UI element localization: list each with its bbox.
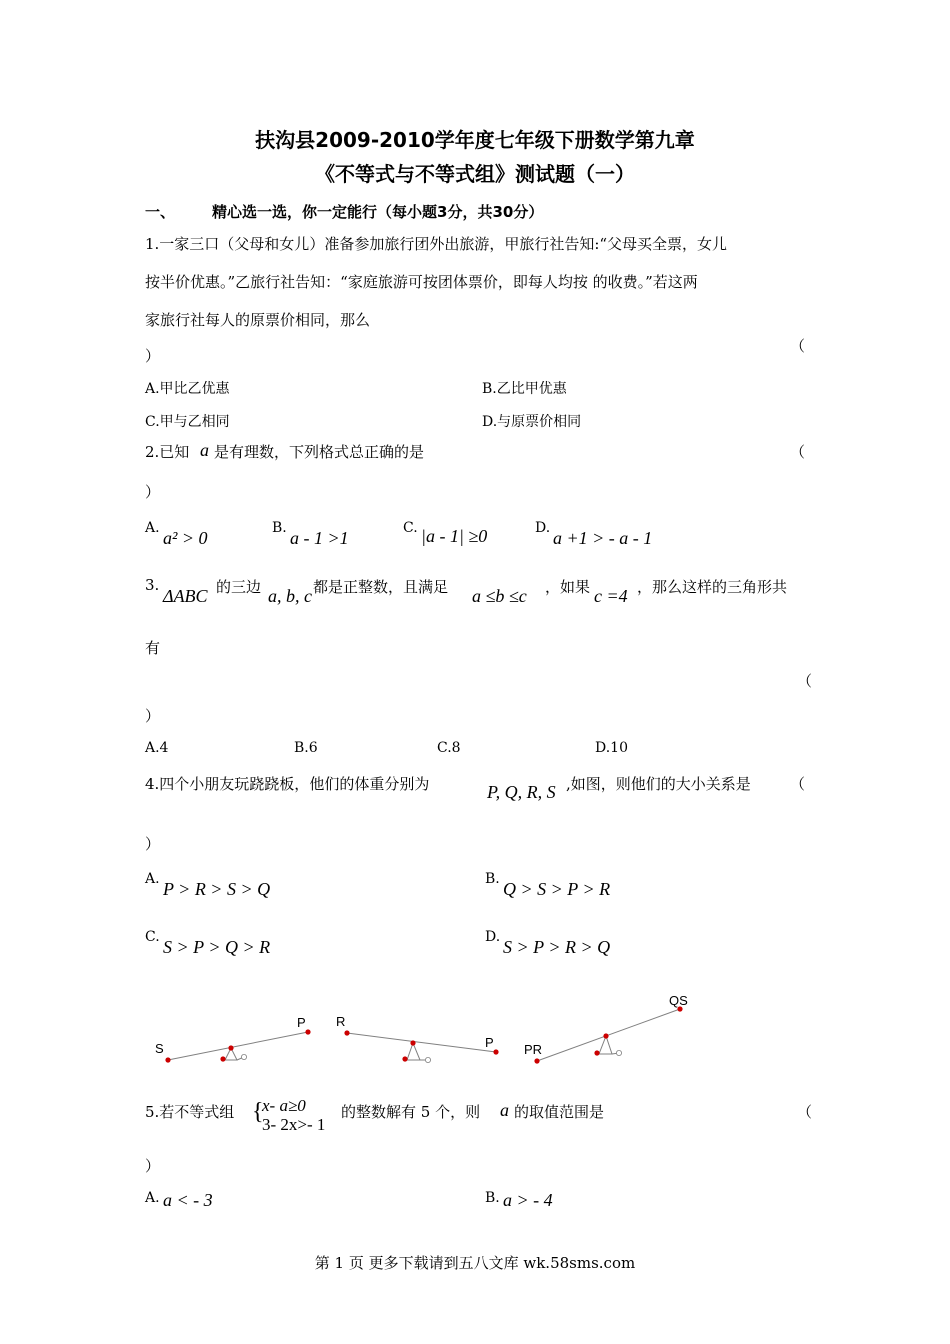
- seesaw-3-pivot: [603, 1033, 608, 1038]
- q1-line-1: 1.一家三口（父母和女儿）准备参加旅行团外出旅游，甲旅行社告知:“父母买全票，女儿: [145, 235, 728, 253]
- q2-option-b-label: B.: [272, 520, 287, 536]
- q5-text-pre: 5.若不等式组: [145, 1103, 235, 1121]
- page-footer: 第 1 页 更多下载请到五八文库 wk.58sms.com: [314, 1254, 636, 1272]
- q1-option-d: D.与原票价相同: [482, 414, 582, 430]
- q4-option-c-label: C.: [145, 929, 160, 945]
- label-p-2: P: [485, 1035, 494, 1050]
- q3-option-b: B.6: [294, 740, 318, 756]
- q3-sides: a, b, c: [268, 586, 312, 606]
- q3-condition: a ≤b ≤c: [472, 586, 527, 606]
- q5-paren-close: ）: [145, 1157, 161, 1175]
- q2-option-d-math: a +1 > - a - 1: [553, 528, 653, 548]
- seesaw-2-pivot: [410, 1040, 415, 1045]
- q3-c-value: c =4: [594, 586, 628, 606]
- q2-option-a-label: A.: [145, 520, 160, 536]
- label-p-1: P: [297, 1015, 306, 1030]
- q2-option-c-math: |a - 1| ≥0: [421, 526, 488, 546]
- q4-paren-close: ）: [145, 835, 161, 853]
- q1-paren-close: ）: [145, 347, 161, 365]
- title-line-1: 扶沟县2009-2010学年度七年级下册数学第九章: [255, 128, 695, 152]
- q5-option-b-label: B.: [485, 1190, 500, 1206]
- q5-text-post: 的整数解有 5 个，则: [341, 1103, 481, 1121]
- q5-brace: {: [252, 1099, 264, 1125]
- q3-text-4: ，那么这样的三角形共: [637, 578, 788, 596]
- q1-line-3: 家旅行社每人的原票价相同，那么: [145, 311, 371, 329]
- q1-option-c: C.甲与乙相同: [145, 414, 230, 430]
- q5-text-post-2: 的取值范围是: [514, 1103, 605, 1121]
- q3-text-3: ，如果: [545, 578, 591, 596]
- q3-text-2: 都是正整数，且满足: [313, 578, 449, 596]
- label-pr: PR: [524, 1042, 543, 1057]
- q2-text-post: 是有理数，下列格式总正确的是: [214, 443, 425, 461]
- q2-option-c-label: C.: [403, 520, 418, 536]
- q4-option-b-label: B.: [485, 871, 500, 887]
- label-s: S: [155, 1041, 164, 1056]
- seesaw-3-base-point: [594, 1050, 599, 1055]
- q3-paren-open: （: [797, 672, 813, 690]
- q3-line-2: 有: [145, 639, 161, 657]
- seesaw-1-pivot: [228, 1045, 233, 1050]
- q1-line-2: 按半价优惠。”乙旅行社告知：“家庭旅游可按团体票价，即每人均按 的收费。”若这两: [145, 273, 698, 291]
- q5-option-b-math: a > - 4: [503, 1190, 553, 1210]
- label-r: R: [336, 1014, 346, 1029]
- label-qs: QS: [669, 993, 688, 1008]
- q5-inequality-1: x- a≥0: [262, 1096, 306, 1115]
- seesaw-2: [336, 1014, 499, 1063]
- seesaw-3-hollow-point: [616, 1050, 621, 1055]
- q3-triangle: ΔABC: [163, 586, 208, 606]
- q5-var: a: [500, 1100, 509, 1120]
- q2-option-b-math: a - 1 >1: [290, 528, 349, 548]
- q4-option-c-math: S > P > Q > R: [163, 937, 271, 957]
- q2-text-pre: 2.已知: [145, 443, 190, 461]
- q2-option-a-math: a² > 0: [163, 528, 208, 548]
- seesaw-1-base-point: [220, 1056, 225, 1061]
- q1-option-b: B.乙比甲优惠: [482, 381, 567, 397]
- q4-option-a-label: A.: [145, 871, 160, 887]
- seesaw-3: [524, 993, 688, 1064]
- q3-text-1: 的三边: [216, 578, 262, 596]
- q4-text: 4.四个小朋友玩跷跷板，他们的体重分别为: [145, 775, 430, 793]
- q4-option-a-math: P > R > S > Q: [163, 879, 271, 899]
- seesaw-1-point-s: [165, 1057, 170, 1062]
- q4-option-b-math: Q > S > P > R: [503, 879, 611, 899]
- q1-option-a: A.甲比乙优惠: [145, 381, 230, 397]
- seesaw-2-base-point: [402, 1056, 407, 1061]
- seesaw-1: [155, 1015, 311, 1063]
- seesaw-1-hollow-point: [241, 1054, 246, 1059]
- q4-option-d-label: D.: [485, 929, 501, 945]
- q3-paren-close: ）: [145, 707, 161, 725]
- q5-inequality-2: 3- 2x>- 1: [262, 1115, 326, 1134]
- seesaw-3-point-pr: [534, 1058, 539, 1063]
- seesaw-2-hollow-point: [425, 1057, 430, 1062]
- title-line-2: 《不等式与不等式组》测试题（一）: [315, 162, 635, 186]
- q5-option-a-math: a < - 3: [163, 1190, 213, 1210]
- q4-text-2: ,如图，则他们的大小关系是: [566, 775, 751, 793]
- q4-paren-open: （: [790, 775, 806, 793]
- section-heading: 精心选一选，你一定能行（每小题3分，共30分）: [212, 203, 544, 221]
- seesaw-2-point-p: [493, 1049, 498, 1054]
- q1-paren-open: （: [790, 337, 806, 355]
- q3-option-c: C.8: [437, 740, 461, 756]
- q4-option-d-math: S > P > R > Q: [503, 937, 611, 957]
- q3-option-a: A.4: [145, 740, 169, 756]
- q4-vars: P, Q, R, S: [487, 782, 556, 802]
- q2-option-d-label: D.: [535, 520, 551, 536]
- section-number: 一、: [145, 203, 176, 221]
- q3-number: 3.: [145, 576, 160, 594]
- seesaw-2-point-r: [344, 1030, 349, 1035]
- q2-paren-open: （: [790, 443, 806, 461]
- q2-paren-close: ）: [145, 483, 161, 501]
- q3-option-d: D.10: [595, 740, 628, 756]
- q2-var: a: [200, 440, 209, 460]
- q5-option-a-label: A.: [145, 1190, 160, 1206]
- seesaw-1-point-p: [305, 1029, 310, 1034]
- q5-paren-open: （: [797, 1103, 813, 1121]
